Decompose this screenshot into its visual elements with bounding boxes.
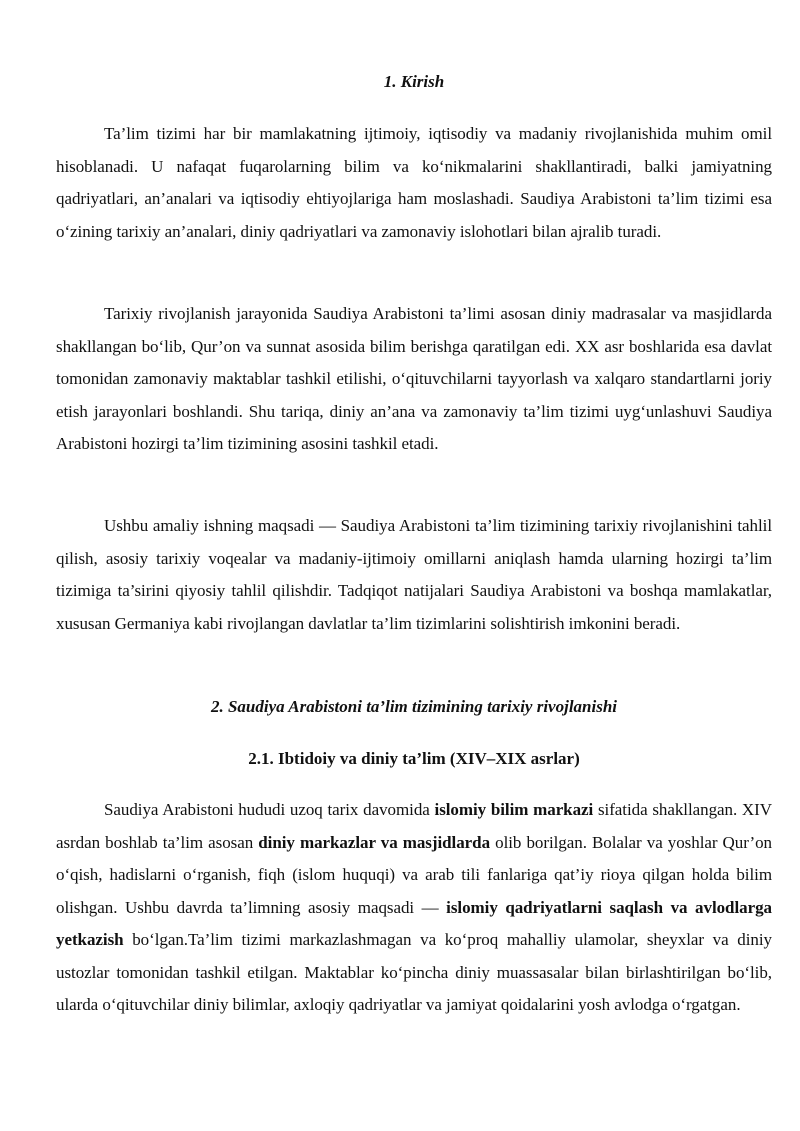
paragraph-intro-3: Ushbu amaliy ishning maqsadi — Saudiya Arabistoni ta’lim tizimining tarixiy rivojlanishini tahlil qilish, asosiy tarixiy voqealar va madaniy-ijtimoiy omillarni aniqlash hamda ularning hozirgi ta’lim tizimiga ta’sirini qiyosiy tahlil qilishdir. Tadqiqot natijalari Saudiya Arabistoni va boshqa mamlakatlar, xususan Germaniya kabi rivojlangan davlatlar ta’lim tizimlarini solishtirish imkonini beradi. [56,516,772,633]
paragraph-text: olib borilgan. Bolalar va yoshlar Qur’on o‘qish, hadislarni o‘rganish, fiqh (islom huquqi) va arab tili fanlariga qat’iy rioya qilgan holda bilim olishgan. Ushbu davrda ta’limning asosiy maqsadi — [56,832,772,917]
bold-phrase: diniy markazlar va masjidlarda [258,832,491,852]
bold-phrase: islomiy bilim markazi [434,800,594,819]
paragraph-text: bo‘lgan.Ta’lim tizimi markazlashmagan va ko‘proq mahalliy ulamolar, sheyxlar va diniy ustozlar tomonidan tashkil etilgan. Maktablar ko‘pincha diniy muassasalar bilan birlashtirilgan bo‘lib, ularda o‘qituvchilar diniy bilimlar, axloqiy qadriyatlar va jamiyat qoidalarini yosh avlodga o‘rgatgan. [56,930,772,1014]
bold-phrase: islomiy qadriyatlarni saqlash va avlodlarga yetkazish [56,897,772,949]
subsection-heading-religious-education: 2.1. Ibtidoiy va diniy ta’lim (XIV–XIX asrlar) [248,749,580,768]
paragraph-text: sifatida shakllangan. XIV asrdan boshlab ta’lim asosan [56,800,772,852]
paragraph-text: Saudiya Arabistoni hududi uzoq tarix davomida [104,800,435,819]
paragraph-intro-1: Ta’lim tizimi har bir mamlakatning ijtimoiy, iqtisodiy va madaniy rivojlanishida muhim omil hisoblanadi. U nafaqat fuqarolarning bilim va ko‘nikmalarini shakllantiradi, balki jamiyatning qadriyatlari, an’analari va iqtisodiy ehtiyojlariga ham moslashadi. Saudiya Arabistoni ta’lim tizimi esa o‘zining tarixiy an’analari, diniy qadriyatlari va zamonaviy islohotlari bilan ajralib turadi. [56,124,772,241]
section-heading-history: 2. Saudiya Arabistoni ta’lim tizimining tarixiy rivojlanishi [210,697,618,716]
section-heading-introduction: 1. Kirish [383,72,445,91]
paragraph-religious-education [56,794,772,1022]
paragraph-intro-2: Tarixiy rivojlanish jarayonida Saudiya Arabistoni ta’limi asosan diniy madrasalar va masjidlarda shakllangan bo‘lib, Qur’on va sunnat asosida bilim berishga qaratilgan edi. XX asr boshlarida esa davlat tomonidan zamonaviy maktablar tashkil etilishi, o‘qituvchilarni tayyorlash va xalqaro standartlarni joriy etish jarayonlari boshlandi. Shu tariqa, diniy an’ana va zamonaviy ta’lim tizimi uyg‘unlashuvi Saudiya Arabistoni hozirgi ta’lim tizimining asosini tashkil etadi. [56,304,772,453]
